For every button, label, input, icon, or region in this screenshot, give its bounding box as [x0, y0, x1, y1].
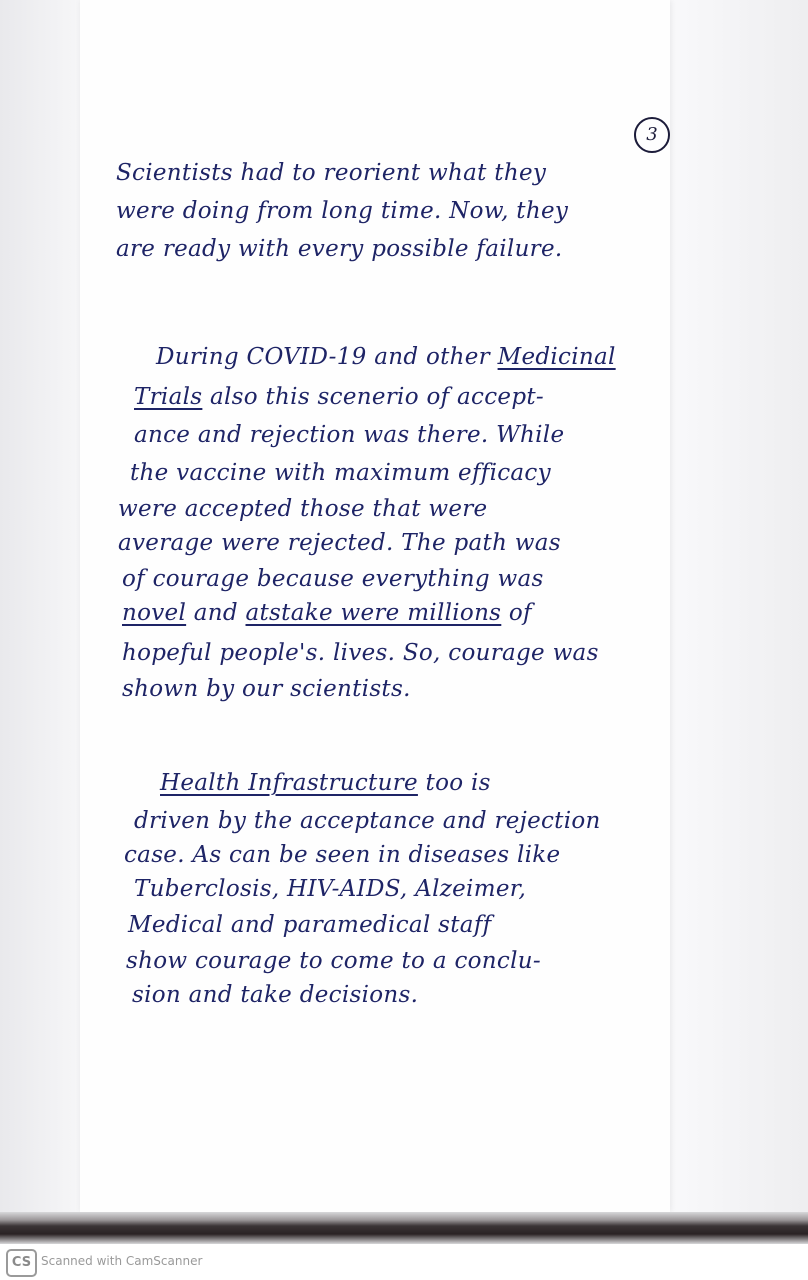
paragraph-2-line-1	[156, 344, 616, 370]
underlined-text: novel	[122, 600, 187, 626]
paragraph-1-line-1: Scientists had to reorient what they	[116, 160, 547, 186]
page-number: 3	[646, 124, 658, 145]
paragraph-1-line-2: were doing from long time. Now, they	[116, 198, 569, 224]
paragraph-3-line-2: driven by the acceptance and rejection	[134, 808, 601, 834]
underlined-text: Trials	[134, 384, 203, 410]
paragraph-3-line-7: sion and take decisions.	[132, 982, 419, 1008]
underlined-text: atstake were millions	[245, 600, 502, 626]
paragraph-2-line-8	[122, 600, 532, 626]
paragraph-3-line-6: show courage to come to a conclu-	[126, 948, 541, 974]
scanner-footer	[0, 1244, 808, 1280]
text-segment: and	[186, 600, 246, 626]
text-segment: also this scenerio of accept-	[202, 384, 544, 410]
paragraph-3-line-4: Tuberclosis, HIV-AIDS, Alzeimer,	[134, 876, 527, 902]
paragraph-2-line-7: of courage because everything was	[122, 566, 544, 592]
underlined-text: Medicinal	[497, 344, 616, 370]
paragraph-2-line-5: were accepted those that were	[118, 496, 488, 522]
paragraph-2-line-9: hopeful people's. lives. So, courage was	[122, 640, 599, 666]
page-number-circle	[634, 117, 670, 153]
paragraph-2-line-2	[134, 384, 544, 410]
scanner-watermark-text: Scanned with CamScanner	[41, 1254, 203, 1268]
page-bottom-edge	[0, 1212, 808, 1244]
underlined-text: Health Infrastructure	[160, 770, 418, 796]
text-segment: of	[501, 600, 532, 626]
paragraph-3-line-3: case. As can be seen in diseases like	[124, 842, 561, 868]
paragraph-1-line-3: are ready with every possible failure.	[116, 236, 563, 262]
paragraph-2-line-6: average were rejected. The path was	[118, 530, 561, 556]
paragraph-2-line-3: ance and rejection was there. While	[134, 422, 565, 448]
camscanner-logo-icon: CS	[6, 1249, 37, 1277]
paragraph-2-line-4: the vaccine with maximum efficacy	[130, 460, 551, 486]
text-segment: During COVID-19 and other	[156, 344, 498, 370]
paragraph-3-line-1	[160, 770, 491, 796]
paragraph-3-line-5: Medical and paramedical staff	[128, 912, 492, 938]
paragraph-2-line-10: shown by our scientists.	[122, 676, 411, 702]
text-segment: too is	[417, 770, 491, 796]
